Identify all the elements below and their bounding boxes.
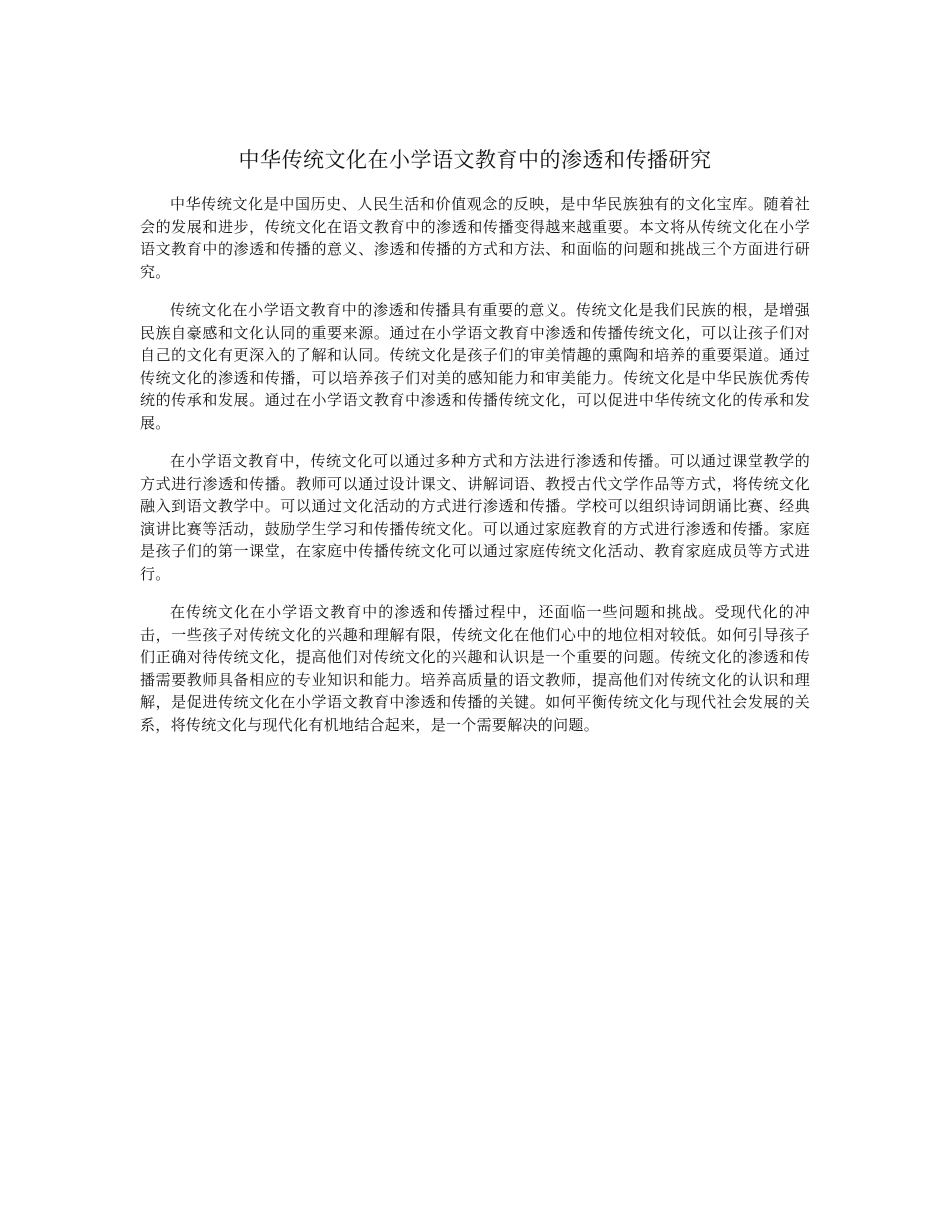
paragraph-intro: 中华传统文化是中国历史、人民生活和价值观念的反映，是中华民族独有的文化宝库。随着社会的发展和进步，传统文化在语文教育中的渗透和传播变得越来越重要。本文将从传统文化在小学语文教育中的渗透和传播的意义、渗透和传播的方式和方法、和面临的问题和挑战三个方面进行研究。 (140, 195, 810, 281)
paragraph-methods: 在小学语文教育中，传统文化可以通过多种方式和方法进行渗透和传播。可以通过课堂教学的方式进行渗透和传播。教师可以通过设计课文、讲解词语、教授古代文学作品等方式，将传统文化融入到语文教学中。可以通过文化活动的方式进行渗透和传播。学校可以组织诗词朗诵比赛、经典演讲比赛等活动，鼓励学生学习和传播传统文化。可以通过家庭教育的方式进行渗透和传播。家庭是孩子们的第一课堂，在家庭中传播传统文化可以通过家庭传统文化活动、教育家庭成员等方式进行。 (140, 452, 810, 583)
document-title: 中华传统文化在小学语文教育中的渗透和传播研究 (238, 148, 712, 172)
document-page (140, 143, 810, 752)
paragraph-significance: 传统文化在小学语文教育中的渗透和传播具有重要的意义。传统文化是我们民族的根，是增强民族自豪感和文化认同的重要来源。通过在小学语文教育中渗透和传播传统文化，可以让孩子们对自己的文化有更深入的了解和认同。传统文化是孩子们的审美情趣的熏陶和培养的重要渠道。通过传统文化的渗透和传播，可以培养孩子们对美的感知能力和审美能力。传统文化是中华民族优秀传统的传承和发展。通过在小学语文教育中渗透和传播传统文化，可以促进中华传统文化的传承和发展。 (140, 301, 810, 432)
paragraph-challenges: 在传统文化在小学语文教育中的渗透和传播过程中，还面临一些问题和挑战。受现代化的冲击，一些孩子对传统文化的兴趣和理解有限，传统文化在他们心中的地位相对较低。如何引导孩子们正确对待传统文化，提高他们对传统文化的兴趣和认识是一个重要的问题。传统文化的渗透和传播需要教师具备相应的专业知识和能力。培养高质量的语文教师，提高他们对传统文化的认识和理解，是促进传统文化在小学语文教育中渗透和传播的关键。如何平衡传统文化与现代社会发展的关系，将传统文化与现代化有机地结合起来，是一个需要解决的问题。 (140, 603, 810, 734)
